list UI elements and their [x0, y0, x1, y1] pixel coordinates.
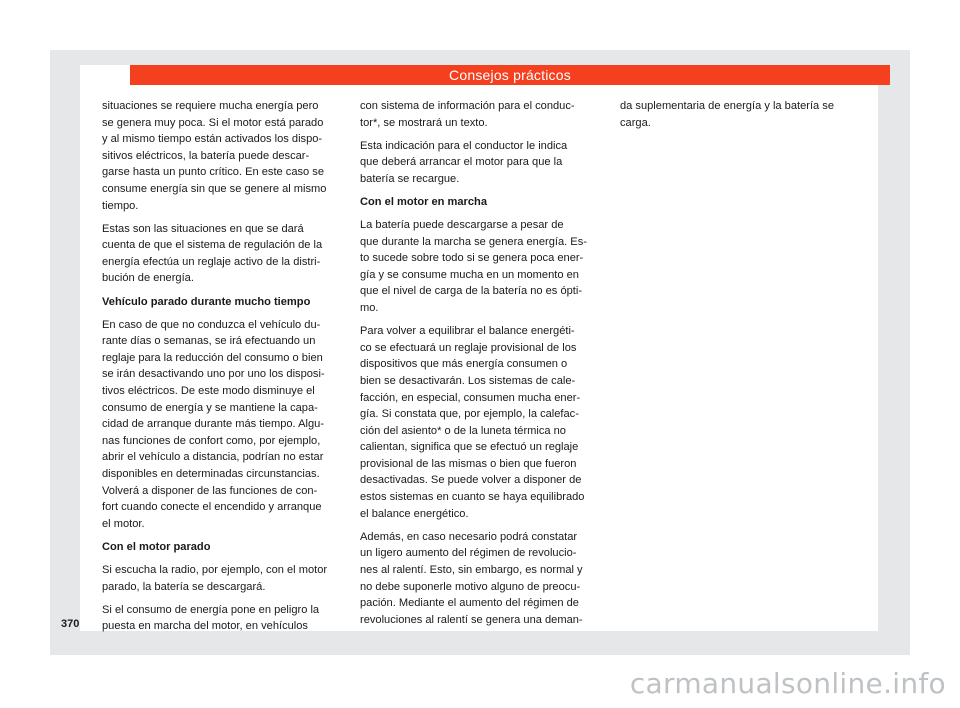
text-line: puesta en marcha del motor, en vehículos	[102, 620, 308, 633]
text-line: to sucede sobre todo si se genera poca ener-	[360, 252, 584, 265]
text-line: tor*, se mostrará un texto.	[360, 116, 488, 129]
text-line: sitivos eléctricos, la batería puede descar-	[102, 149, 310, 162]
section-heading	[102, 294, 344, 311]
text-line: que el nivel de carga de la batería no es ópti-	[360, 285, 583, 298]
text-line: pación. Mediante el aumento del régimen de	[360, 597, 579, 610]
text-line: gía y se consume mucha en un momento en	[360, 268, 579, 281]
text-line: se genera muy poca. Si el motor está parado	[102, 116, 324, 129]
paragraph	[360, 529, 602, 629]
text-line: Esta indicación para el conductor le indica	[360, 139, 568, 152]
watermark-text: carmanualsonline.info	[629, 667, 946, 700]
text-line: Además, en caso necesario podrá constatar	[360, 530, 578, 543]
text-line: Para volver a equilibrar el balance energéti-	[360, 325, 575, 338]
paragraph	[102, 562, 344, 595]
text-line: el motor.	[102, 517, 145, 530]
text-line: disponibles en determinadas circunstancias.	[102, 467, 320, 480]
paragraph	[360, 217, 602, 317]
text-line: ción del asiento* o de la luneta térmica no	[360, 424, 566, 437]
text-line: consume energía sin que se genere al mismo	[102, 182, 327, 195]
text-line: Con el motor en marcha	[360, 195, 487, 208]
text-line: situaciones se requiere mucha energía pero	[102, 100, 319, 112]
text-line: batería se recargue.	[360, 172, 460, 185]
text-line: En caso de que no conduzca el vehículo du-	[102, 318, 321, 331]
text-line: se irán desactivando uno por uno los disposi-	[102, 368, 325, 381]
text-line: bución de energía.	[102, 272, 194, 285]
paragraph	[102, 317, 344, 533]
text-line: parado, la batería se descargará.	[102, 580, 266, 593]
text-line: Volverá a disponer de las funciones de con-	[102, 484, 318, 497]
section-heading	[102, 539, 344, 556]
paragraph	[360, 98, 602, 131]
text-line: provisional de las mismas o bien que fueron	[360, 457, 577, 470]
paragraph	[620, 98, 862, 131]
text-line: Si escucha la radio, por ejemplo, con el motor	[102, 563, 328, 576]
text-line: no debe suponerle motivo alguno de preocu-	[360, 580, 581, 593]
paragraph	[360, 138, 602, 188]
text-line: fort cuando conecte el encendido y arranque	[102, 501, 322, 514]
text-line: Si el consumo de energía pone en peligro la	[102, 603, 320, 616]
text-line: que durante la marcha se genera energía. Es-	[360, 235, 587, 248]
text-line: rante días o semanas, se irá efectuando un	[102, 335, 316, 348]
text-line: el balance energético.	[360, 507, 469, 520]
text-line: da suplementaria de energía y la batería se	[620, 100, 834, 112]
text-line: tivos eléctricos. De este modo disminuye el	[102, 385, 315, 397]
text-line: facción, en especial, consumen mucha ener-	[360, 391, 581, 404]
text-line: Estas son las situaciones en que se dará	[102, 222, 304, 235]
text-line: revoluciones al ralentí se genera una deman-	[360, 613, 583, 626]
text-line: energía efectúa un reglaje activo de la distri-	[102, 255, 321, 268]
text-line: tiempo.	[102, 199, 139, 212]
text-line: abrir el vehículo a distancia, podrían no estar	[102, 451, 324, 464]
text-line: mo.	[360, 302, 379, 315]
text-line: calientan, significa que se efectuó un reglaje	[360, 441, 579, 454]
paragraph	[360, 323, 602, 522]
text-line: que deberá arrancar el motor para que la	[360, 156, 563, 169]
section-heading	[360, 194, 602, 211]
text-line: reglaje para la reducción del consumo o bien	[102, 351, 323, 364]
page-number: 370	[61, 618, 80, 630]
text-line: desactivadas. Se puede volver a disponer de	[360, 474, 582, 487]
text-line: cuenta de que el sistema de regulación de la	[102, 239, 323, 252]
text-line: co se efectuará un reglaje provisional de los	[360, 341, 577, 354]
text-line: garse hasta un punto crítico. En este caso se	[102, 166, 325, 179]
text-column-2	[360, 98, 602, 635]
text-line: nas funciones de confort como, por ejemplo,	[102, 434, 321, 447]
text-line: consumo de energía y se mantiene la capa-	[102, 401, 318, 414]
section-header: Consejos prácticos	[130, 65, 890, 85]
text-line: Con el motor parado	[102, 540, 211, 553]
text-line: dispositivos que más energía consumen o	[360, 358, 568, 371]
text-line: con sistema de información para el conduc-	[360, 100, 575, 112]
paragraph	[102, 98, 344, 214]
text-column-1	[102, 98, 344, 641]
text-line: carga.	[620, 116, 651, 129]
text-column-3	[620, 98, 862, 138]
text-line: bien se desactivarán. Los sistemas de cale-	[360, 374, 576, 387]
text-line: Vehículo parado durante mucho tiempo	[102, 295, 311, 308]
text-line: nes al ralentí. Esto, sin embargo, es normal y	[360, 563, 583, 576]
text-line: y al mismo tiempo están activados los dispo-	[102, 133, 323, 146]
text-line: cidad de arranque durante más tiempo. Algu-	[102, 418, 325, 431]
text-line: estos sistemas en cuanto se haya equilibrado	[360, 491, 585, 504]
paragraph	[102, 221, 344, 287]
text-line: gía. Si constata que, por ejemplo, la calefac-	[360, 408, 579, 421]
text-line: un ligero aumento del régimen de revolucio-	[360, 547, 577, 560]
text-line: La batería puede descargarse a pesar de	[360, 219, 564, 232]
paragraph	[102, 602, 344, 635]
